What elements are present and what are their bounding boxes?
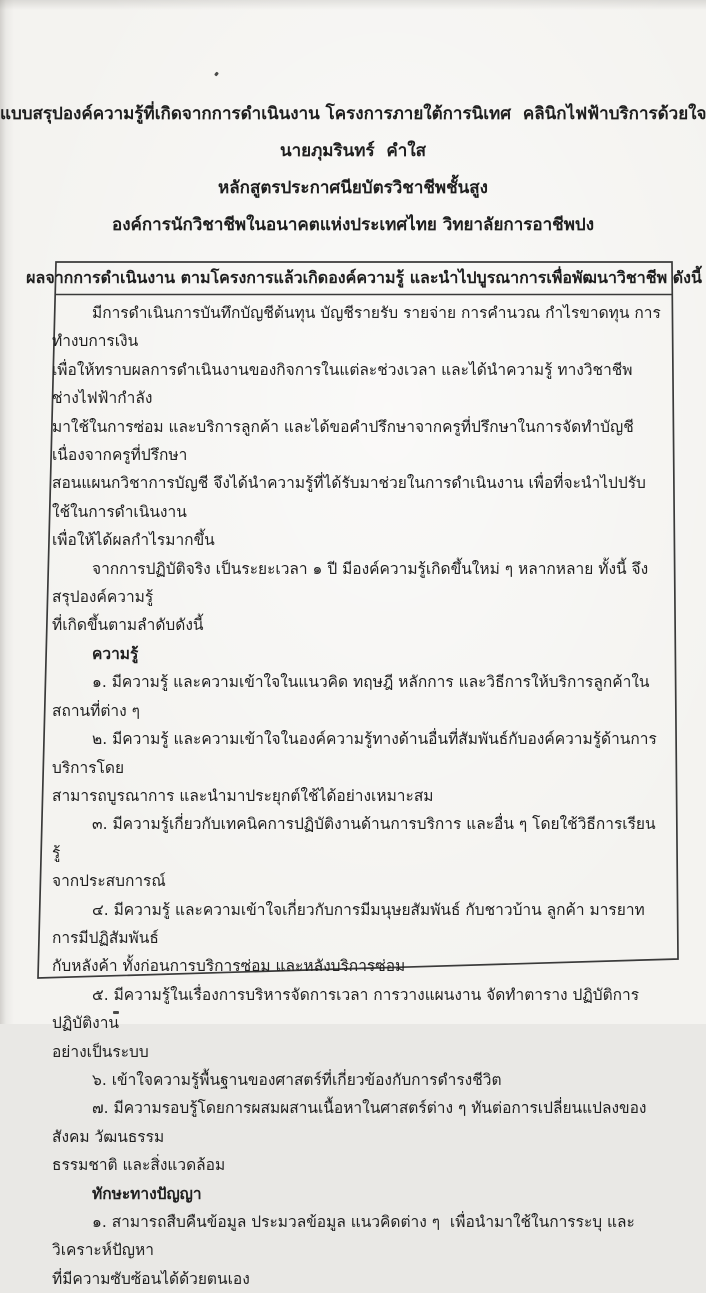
text-line: ๔. มีความรู้ และความเข้าใจเกี่ยวกับการมีมนุษยสัมพันธ์ กับชาวบ้าน ลูกค้า มารยาท การมีปฏิสัมพันธ์ — [52, 900, 645, 947]
text-line: ๓. มีความรู้เกี่ยวกับเทคนิคการปฏิบัติงานด้านการบริการ และอื่น ๆ โดยใช้วิธีการเรียนรู้ — [52, 815, 656, 862]
author-name: นายภุมรินทร์ คำใส — [279, 141, 427, 161]
text-line: สามารถบูรณาการ และนำมาประยุกต์ใช้ได้อย่างเหมาะสม — [52, 786, 434, 805]
document-title-block — [0, 96, 706, 244]
text-line: จากการปฏิบัติจริง เป็นระยะเวลา ๑ ปี มีองค์ความรู้เกิดขึ้นใหม่ ๆ หลากหลาย ทั้งนี้ จึงสรุปองค์ความรู้ — [52, 559, 649, 607]
scan-speck — [113, 1011, 119, 1014]
box-header-title: ผลจากการดำเนินงาน ตามโครงการแล้วเกิดองค์ความรู้ และนำไปบูรณาการเพื่อพัฒนาวิชาชีพ ดังนี้ — [26, 268, 702, 287]
text-line: ๕. มีความรู้ในเรื่องการบริหารจัดการเวลา การวางแผนงาน จัดทำตาราง ปฏิบัติการปฏิบัติงาน — [52, 985, 640, 1033]
text-line: จากประสบการณ์ — [52, 872, 166, 891]
section-heading: ทักษะทางปัญญา — [92, 1184, 202, 1203]
text-line: ที่เกิดขึ้นตามลำดับดังนี้ — [52, 616, 204, 635]
box-body — [52, 299, 662, 1293]
text-line: อย่างเป็นระบบ — [52, 1042, 149, 1061]
text-line: ธรรมชาติ และสิ่งแวดล้อม — [52, 1156, 226, 1175]
text-line: เพื่อให้ทราบผลการดำเนินงานของกิจการในแต่ละช่วงเวลา และได้นำความรู้ ทางวิชาชีพช่างไฟฟ้ากำลัง — [52, 360, 633, 408]
text-line: ๑. สามารถสืบคืนข้อมูล ประมวลข้อมูล แนวคิดต่าง ๆ เพื่อนำมาใช้ในการระบุ และวิเคราะห์ปัญหา — [52, 1213, 635, 1260]
text-line: ที่มีความซับซ้อนได้ด้วยตนเอง — [52, 1269, 250, 1288]
text-line: สอนแผนกวิชาการบัญชี จึงได้นำความรู้ที่ได้รับมาช่วยในการดำเนินงาน เพื่อที่จะนำไปปรับใช้ในการดำเนินงาน — [52, 474, 646, 521]
text-line: กับหลังค้า ทั้งก่อนการบริการซ่อม และหลังบริการซ่อม — [52, 957, 406, 976]
text-line: ๗. มีความรอบรู้โดยการผสมผสานเนื้อหาในศาสตร์ต่าง ๆ ทันต่อการเปลี่ยนแปลงของสังคม วัฒนธรรม — [52, 1099, 647, 1146]
scan-speck — [214, 72, 219, 77]
curriculum-line: หลักสูตรประกาศนียบัตรวิชาชีพชั้นสูง — [218, 178, 488, 198]
text-line: มีการดำเนินการบันทึกบัญชีต้นทุน บัญชีรายรับ รายจ่าย การคำนวณ กำไรขาดทุน การทำงบการเงิน — [52, 304, 661, 351]
text-line: ๖. เข้าใจความรู้พื้นฐานของศาสตร์ที่เกี่ยวข้องกับการดำรงชีวิต — [92, 1070, 502, 1089]
organization-line: องค์การนักวิชาชีพในอนาคตแห่งประเทศไทย วิทยาลัยการอาชีพปง — [111, 215, 594, 235]
section-heading: ความรู้ — [92, 644, 139, 663]
text-line: ๒. มีความรู้ และความเข้าใจในองค์ความรู้ทางด้านอื่นที่สัมพันธ์กับองค์ความรู้ด้านการบริการโดย — [52, 730, 657, 777]
document-title: แบบสรุปองค์ความรู้ที่เกิดจากการดำเนินงาน โครงการภายใต้การนิเทศ คลินิกไฟฟ้าบริการด้วยใจ — [0, 104, 706, 124]
text-line: มาใช้ในการซ่อม และบริการลูกค้า และได้ขอคำปรึกษาจากครูที่ปรึกษาในการจัดทำบัญชี เนื่องจากครูที่ปรึกษา — [52, 417, 634, 465]
text-line: ๑. มีความรู้ และความเข้าใจในแนวคิด ทฤษฎี หลักการ และวิธีการให้บริการลูกค้าในสถานที่ต่าง ๆ — [52, 673, 650, 720]
text-line: เพื่อให้ได้ผลกำไรมากขึ้น — [52, 531, 215, 550]
